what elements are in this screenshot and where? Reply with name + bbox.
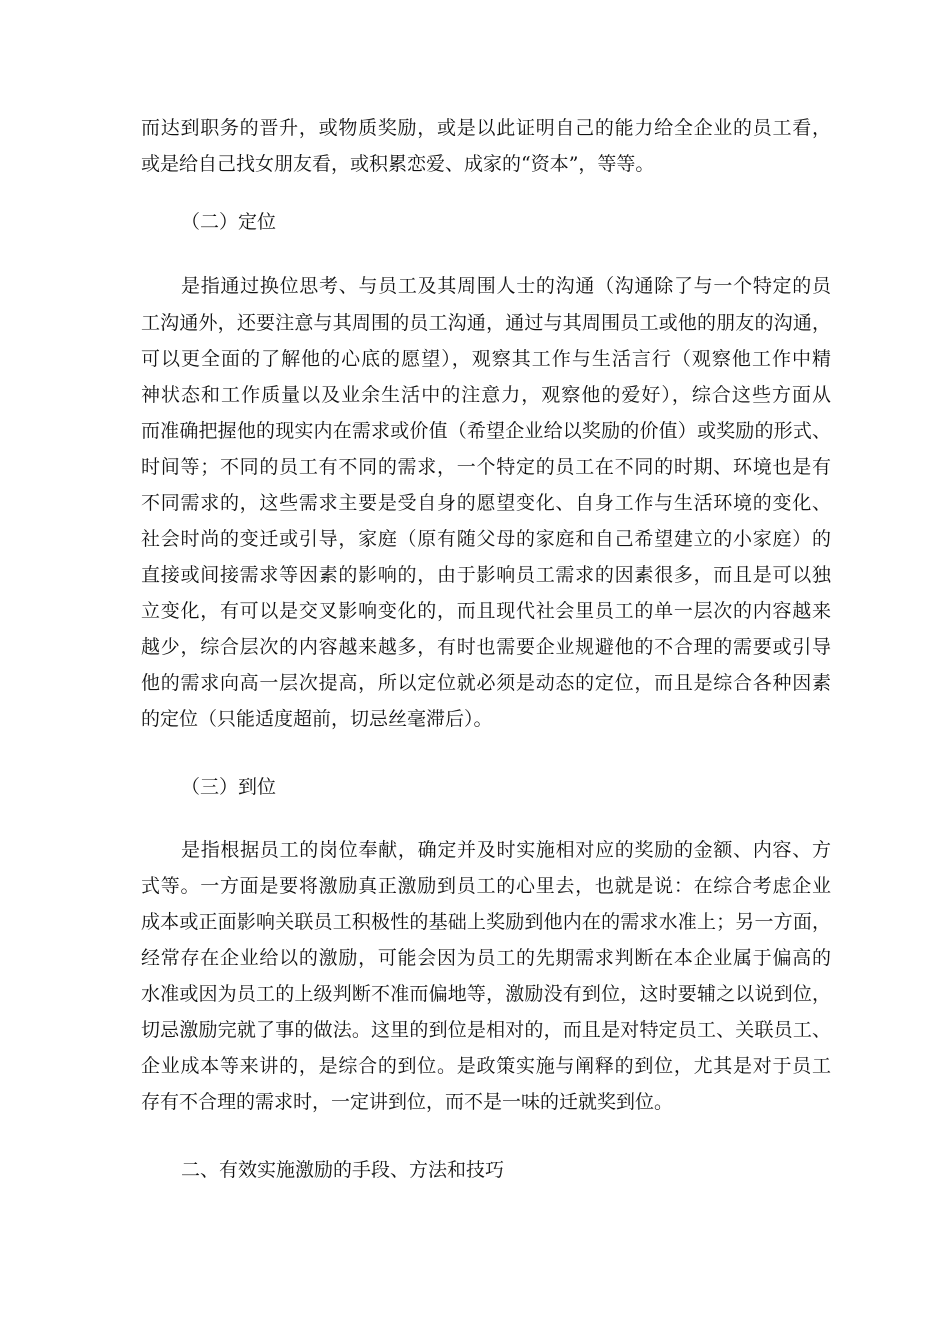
dingwei-line-9: 直接或间接需求等因素的影响的，由于影响员工需求的因素很多，而且是可以独 xyxy=(141,564,831,586)
dingwei-line-7: 不同需求的，这些需求主要是受自身的愿望变化、自身工作与生活环境的变化、 xyxy=(141,492,831,514)
intro-line-1: 而达到职务的晋升，或物质奖励，或是以此证明自己的能力给全企业的员工看， xyxy=(141,117,831,139)
dingwei-line-11: 越少，综合层次的内容越来越多，有时也需要企业规避他的不合理的需要或引导 xyxy=(141,636,831,658)
dingwei-line-10: 立变化，有可以是交叉影响变化的，而且现代社会里员工的单一层次的内容越来 xyxy=(141,600,831,622)
daowei-line-3: 成本或正面影响关联员工积极性的基础上奖励到他内在的需求水准上；另一方面， xyxy=(141,911,831,933)
section-heading-dingwei: （二）定位 xyxy=(181,211,277,233)
dingwei-line-13: 的定位（只能适度超前，切忌丝毫滞后）。 xyxy=(141,708,493,730)
daowei-line-7: 企业成本等来讲的，是综合的到位。是政策实施与阐释的到位，尤其是对于员工 xyxy=(141,1055,831,1077)
dingwei-line-6: 时间等；不同的员工有不同的需求，一个特定的员工在不同的时期、环境也是有 xyxy=(141,456,831,478)
section-heading-two: 二、有效实施激励的手段、方法和技巧 xyxy=(181,1159,505,1181)
section-heading-daowei: （三）到位 xyxy=(181,776,277,798)
dingwei-line-4: 神状态和工作质量以及业余生活中的注意力，观察他的爱好），综合这些方面从 xyxy=(141,384,831,406)
daowei-line-4: 经常存在企业给以的激励，可能会因为员工的先期需求判断在本企业属于偏高的 xyxy=(141,947,831,969)
dingwei-line-2: 工沟通外，还要注意与其周围的员工沟通，通过与其周围员工或他的朋友的沟通， xyxy=(141,312,831,334)
dingwei-line-3: 可以更全面的了解他的心底的愿望），观察其工作与生活言行（观察他工作中精 xyxy=(141,348,831,370)
daowei-line-1: 是指根据员工的岗位奉献，确定并及时实施相对应的奖励的金额、内容、方 xyxy=(181,839,831,861)
daowei-line-8: 存有不合理的需求时，一定讲到位，而不是一味的迁就奖到位。 xyxy=(141,1091,674,1113)
dingwei-line-5: 而准确把握他的现实内在需求或价值（希望企业给以奖励的价值）或奖励的形式、 xyxy=(141,420,831,442)
intro-line-2: 或是给自己找女朋友看，或积累恋爱、成家的“资本”，等等。 xyxy=(141,153,655,175)
dingwei-line-1: 是指通过换位思考、与员工及其周围人士的沟通（沟通除了与一个特定的员 xyxy=(181,275,831,297)
daowei-line-2: 式等。一方面是要将激励真正激励到员工的心里去，也就是说：在综合考虑企业 xyxy=(141,875,831,897)
daowei-line-6: 切忌激励完就了事的做法。这里的到位是相对的，而且是对特定员工、关联员工、 xyxy=(141,1019,831,1041)
dingwei-line-8: 社会时尚的变迁或引导，家庭（原有随父母的家庭和自己希望建立的小家庭）的 xyxy=(141,528,831,550)
daowei-line-5: 水准或因为员工的上级判断不准而偏地等，激励没有到位，这时要辅之以说到位， xyxy=(141,983,831,1005)
dingwei-line-12: 他的需求向高一层次提高，所以定位就必须是动态的定位，而且是综合各种因素 xyxy=(141,672,831,694)
